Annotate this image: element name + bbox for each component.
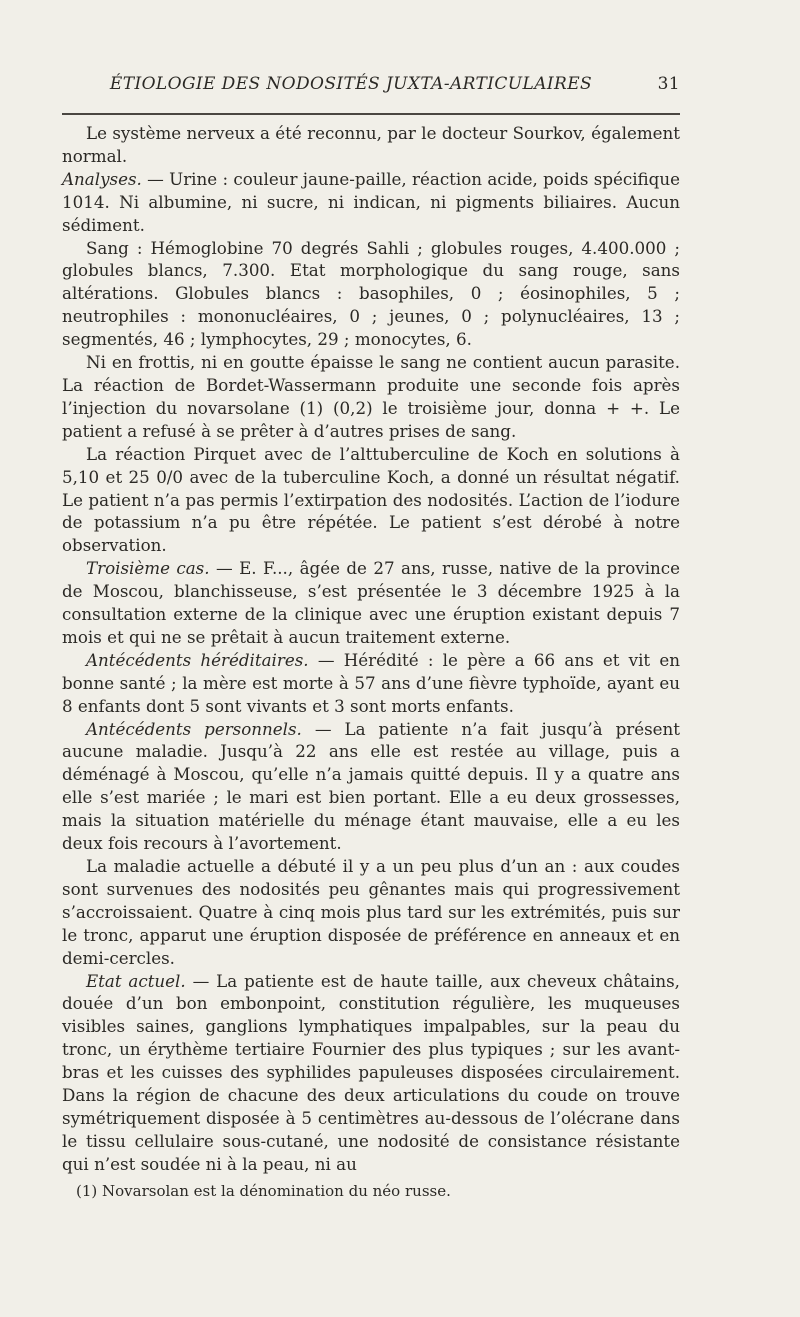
paragraph: Sang : Hémoglobine 70 degrés Sahli ; globules rouges, 4.400.000 ; globules blancs, 7.300. Etat morphologique du sang rouge, sans altérations. Globules blancs : basophiles, 0 ; éosinophiles, 5 ; neutrophiles : mononucléaires, 0 ; jeunes, 0 ; polynucléaires, 13 ; segmentés, 46 ; lymphocytes, 29 ; monocytes, 6. bbox=[62, 237, 680, 350]
paragraph-lead: Etat actuel. bbox=[86, 970, 186, 991]
running-title: ÉTIOLOGIE DES NODOSITÉS JUXTA-ARTICULAIRES bbox=[109, 74, 593, 94]
paragraph: Antécédents héréditaires. — Hérédité : le père a 66 ans et vit en bonne santé ; la mère est morte à 57 ans d’une fièvre typhoïde, ayant eu 8 enfants dont 5 sont vivants et 3 sont morts enfants. bbox=[62, 649, 680, 716]
running-header bbox=[62, 74, 680, 106]
header-rule bbox=[62, 113, 680, 115]
paragraph: Etat actuel. — La patiente est de haute taille, aux cheveux châtains, douée d’un bon embonpoint, constitution régulière, les muqueuses visibles saines, ganglions lymphatiques impalpables, sur la peau du tronc, un érythème tertiaire Fournier des plus typiques ; sur les avant-bras et les cuisses des syphilides papuleuses disposées circulairement. Dans la région de chacune des deux articulations du coude on trouve symétriquement disposée à 5 centimètres au-dessous de l’olécrane dans le tissu cellulaire sous-cutané, une nodosité de consistance résistante qui n’est soudée ni à la peau, ni au bbox=[62, 970, 680, 1174]
paragraph: Ni en frottis, ni en goutte épaisse le sang ne contient aucun parasite. La réaction de Bordet-Wassermann produite une seconde fois après l’injection du novarsolane (1) (0,2) le troisième jour, donna + +. Le patient a refusé à se prêter à d’autres prises de sang. bbox=[62, 352, 680, 441]
paragraph: La maladie actuelle a débuté il y a un peu plus d’un an : aux coudes sont survenues des nodosités peu gênantes mais qui progressivement s’accroissaient. Quatre à cinq mois plus tard sur les extrémités, puis sur le tronc, apparut une éruption disposée de préférence en anneaux et en demi-cercles. bbox=[62, 856, 680, 968]
paragraph: La réaction Pirquet avec de l’alttuberculine de Koch en solutions à 5,10 et 25 0/0 avec de la tuberculine Koch, a donné un résultat négatif. Le patient n’a pas permis l’extirpation des nodosités. L’action de l’iodure de potassium n’a pu être répétée. Le patient s’est dérobé à notre observation. bbox=[62, 443, 680, 556]
paragraph: Le système nerveux a été reconnu, par le docteur Sourkov, également normal. bbox=[62, 123, 680, 166]
paragraph-lead: Troisième cas. bbox=[86, 558, 210, 579]
paragraph-lead: Antécédents personnels. bbox=[86, 718, 302, 739]
page-number: 31 bbox=[657, 74, 680, 94]
paragraph-lead: Antécédents héréditaires. bbox=[86, 649, 309, 670]
body-text bbox=[62, 122, 680, 1176]
paragraph: Analyses. — Urine : couleur jaune-paille, réaction acide, poids spécifique 1014. Ni albumine, ni sucre, ni indican, ni pigments biliaires. Aucun sédiment. bbox=[62, 168, 680, 235]
paragraph: Antécédents personnels. — La patiente n’a fait jusqu’à présent aucune maladie. Jusqu’à 22 ans elle est restée au village, puis a déménagé à Moscou, qu’elle n’a jamais quitté depuis. Il y a quatre ans elle s’est mariée ; le mari est bien portant. Elle a eu deux grossesses, mais la situation matérielle du ménage étant mauvaise, elle a eu les deux fois recours à l’avortement. bbox=[62, 718, 681, 854]
paragraph: Troisième cas. — E. F..., âgée de 27 ans, russe, native de la province de Moscou, blanchisseuse, s’est présentée le 3 décembre 1925 à la consultation externe de la clinique avec une éruption existant depuis 7 mois et qui ne se prêtait à aucun traitement externe. bbox=[62, 558, 680, 647]
footnote: (1) Novarsolan est la dénomination du néo russe. bbox=[76, 1182, 451, 1200]
paragraph-lead: Analyses. bbox=[62, 168, 142, 189]
